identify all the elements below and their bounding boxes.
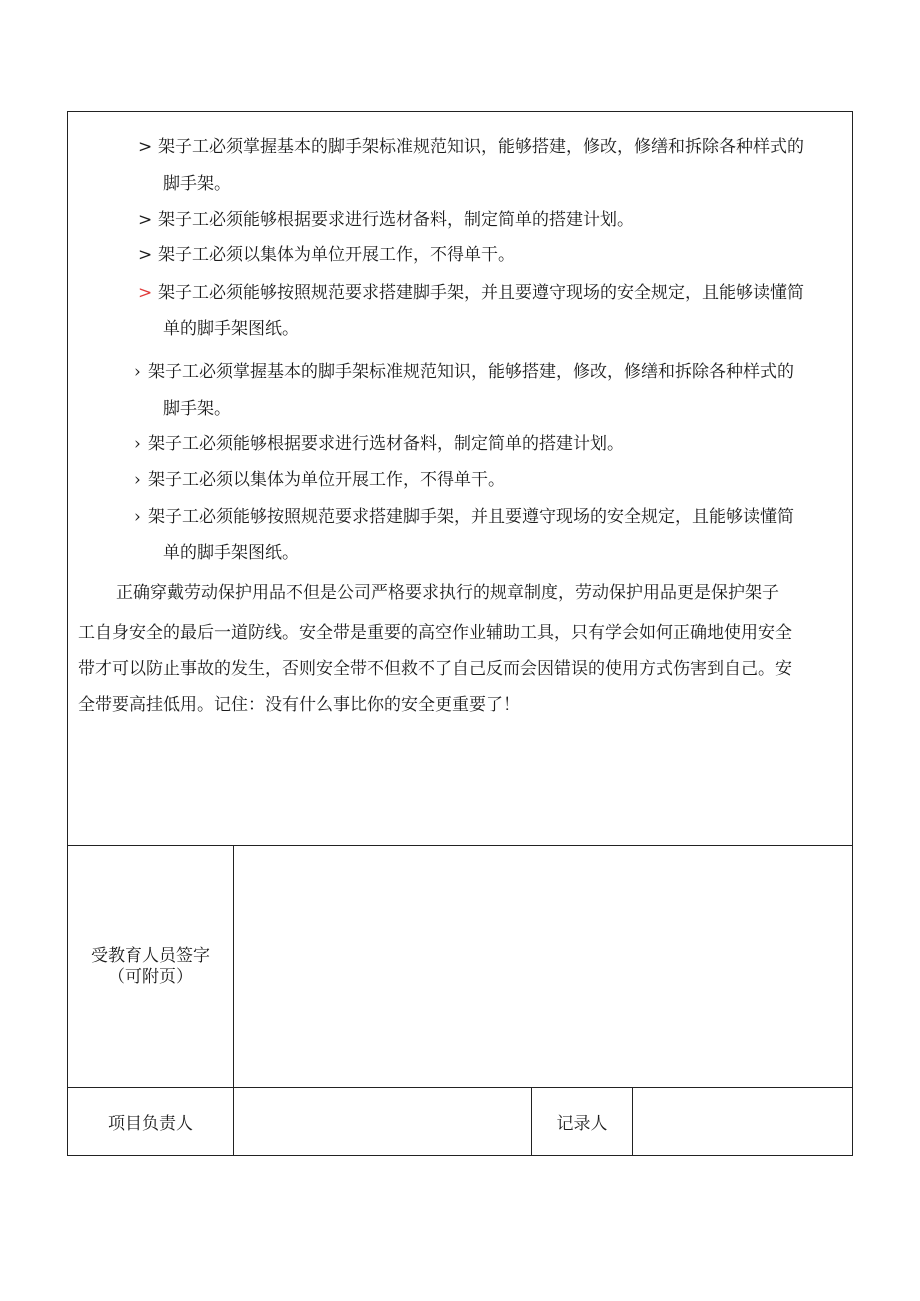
block2-item-2 xyxy=(134,433,918,455)
signature-area[interactable] xyxy=(234,846,852,1087)
project-lead-field[interactable] xyxy=(234,1088,532,1155)
block2-item-4-line2: 单的脚手架图纸。 xyxy=(163,543,299,563)
bullet-marker: > xyxy=(138,210,153,230)
block1-item-3 xyxy=(138,244,920,266)
block1-item-2 xyxy=(138,209,920,231)
paragraph-line-2: 工自身安全的最后一道防线。安全带是重要的高空作业辅助工具，只有学会如何正确地使用安全 xyxy=(78,623,792,643)
block1-item-1-line1: 架子工必须掌握基本的脚手架标准规范知识，能够搭建，修改，修缮和拆除各种样式的 xyxy=(158,137,804,157)
recorder-label: 记录人 xyxy=(532,1088,633,1155)
paragraph-line-3: 带才可以防止事故的发生，否则安全带不但救不了自己反而会因错误的使用方式伤害到自己。安 xyxy=(78,659,792,679)
safety-education-table xyxy=(67,111,853,1156)
content-cell xyxy=(68,112,852,846)
block1-item-4-line1: 架子工必须能够按照规范要求搭建脚手架，并且要遵守现场的安全规定，且能够读懂简 xyxy=(158,283,804,303)
signature-label: 受教育人员签字 xyxy=(91,945,210,966)
block1-item-4-line2: 单的脚手架图纸。 xyxy=(163,319,299,339)
block2-item-1-line2: 脚手架。 xyxy=(163,399,231,419)
signature-label-cell xyxy=(68,846,234,1087)
block2-item-3-line1: 架子工必须以集体为单位开展工作，不得单干。 xyxy=(148,470,505,490)
recorder-field[interactable] xyxy=(633,1088,852,1155)
bullet-marker: › xyxy=(134,470,141,490)
block1-item-1-line2: 脚手架。 xyxy=(163,174,231,194)
block2-item-2-line1: 架子工必须能够根据要求进行选材备料，制定简单的搭建计划。 xyxy=(148,434,624,454)
bullet-marker: › xyxy=(134,434,141,454)
block1-item-2-line1: 架子工必须能够根据要求进行选材备料，制定简单的搭建计划。 xyxy=(158,210,634,230)
block2-item-1 xyxy=(134,361,918,383)
block1-item-4 xyxy=(138,282,920,304)
project-lead-label: 项目负责人 xyxy=(68,1088,234,1155)
block2-item-3 xyxy=(134,469,918,491)
block1-item-1 xyxy=(138,136,920,158)
bullet-marker: > xyxy=(138,137,153,157)
bullet-marker-red: > xyxy=(138,283,153,303)
paragraph-line-4: 全带要高挂低用。记住：没有什么事比你的安全更重要了！ xyxy=(78,695,520,715)
bullet-marker: > xyxy=(138,245,153,265)
block2-item-1-line1: 架子工必须掌握基本的脚手架标准规范知识，能够搭建，修改，修缮和拆除各种样式的 xyxy=(148,362,794,382)
block2-item-4 xyxy=(134,506,918,528)
signature-row xyxy=(68,846,852,1088)
paragraph-line-1: 正确穿戴劳动保护用品不但是公司严格要求执行的规章制度，劳动保护用品更是保护架子 xyxy=(116,583,779,603)
block2-item-4-line1: 架子工必须能够按照规范要求搭建脚手架，并且要遵守现场的安全规定，且能够读懂简 xyxy=(148,507,794,527)
signature-note: （可附页） xyxy=(108,966,193,987)
block1-item-3-line1: 架子工必须以集体为单位开展工作，不得单干。 xyxy=(158,245,515,265)
footer-row xyxy=(68,1088,852,1155)
bullet-marker: › xyxy=(134,507,141,527)
bullet-marker: › xyxy=(134,362,141,382)
